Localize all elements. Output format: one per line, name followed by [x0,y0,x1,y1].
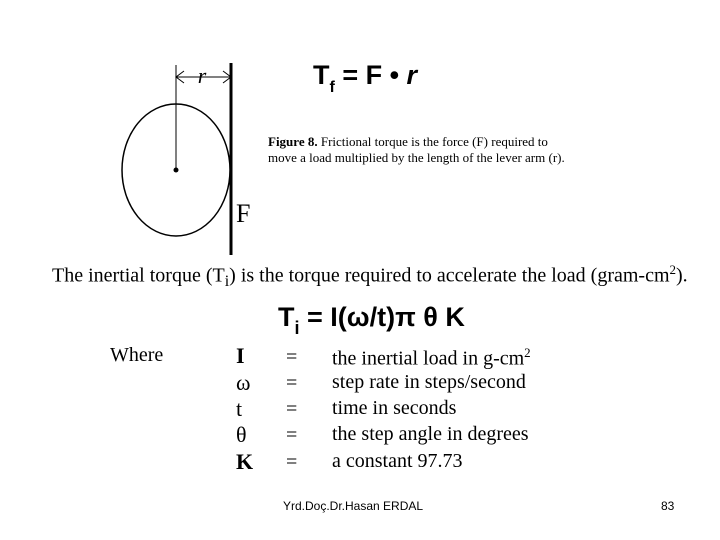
tf-rhs: = F • [334,60,407,90]
radius-label: r [197,63,207,88]
variable-symbol: ω [236,370,251,395]
frictional-torque-formula [313,60,418,96]
inertial-torque-formula [278,302,465,338]
tf-symbol: T [313,60,330,90]
caption-text: Frictional torque is the force (F) required to move a load multiplied by the length of the lever arm (r). [268,134,565,165]
force-label: F [236,199,251,228]
sentence-sup: 2 [669,262,677,277]
variable-equals: = [286,398,298,420]
sentence-part2: ) is the torque required to accelerate the load (gram-cm [229,264,670,287]
sentence-part3: ). [676,264,688,287]
tf-subscript: f [329,79,335,96]
variable-definition: a constant 97.73 [332,450,463,472]
sentence-sub: i [224,272,230,290]
page-number: 83 [661,499,675,513]
figure-caption [268,134,568,166]
center-point [174,168,179,173]
definition-sup: 2 [524,345,531,360]
variable-definition: step rate in steps/second [332,371,526,393]
tf-r: r [406,60,418,90]
variable-equals: = [286,372,298,394]
definition-text: the inertial load in g-cm [332,347,525,370]
variable-definition [332,345,531,371]
caption-label: Figure 8. [268,134,318,149]
footer-author: Yrd.Doç.Dr.Hasan ERDAL [283,499,424,513]
where-label: Where [110,344,164,366]
sentence-part1: The inertial torque (T [52,264,225,287]
variable-equals: = [286,346,298,368]
torque-figure [110,55,260,265]
variable-definition: the step angle in degrees [332,423,529,445]
ti-subscript: i [294,318,300,338]
variable-symbol: K [236,449,254,474]
ti-rhs: = I(ω/t)π θ K [299,302,465,332]
variable-definition: time in seconds [332,397,457,419]
ti-symbol: T [278,302,295,332]
inertial-torque-sentence [52,262,688,288]
variable-symbol: θ [236,422,247,447]
variable-equals: = [286,451,298,473]
variable-equals: = [286,424,298,446]
variable-symbol: t [236,396,243,421]
variable-symbol: I [236,343,245,368]
